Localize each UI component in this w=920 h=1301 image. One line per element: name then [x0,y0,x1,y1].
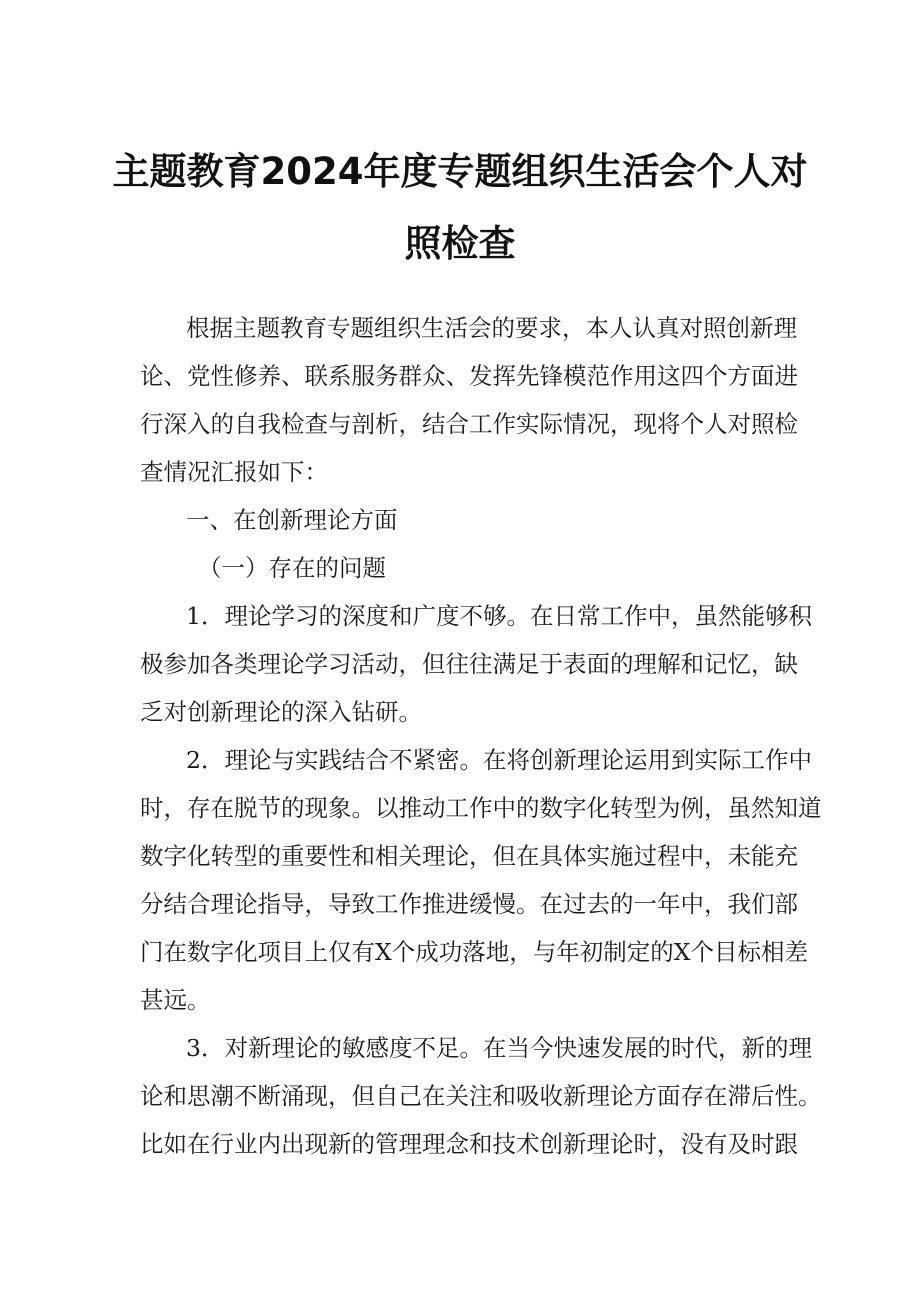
item-1-line-3: 乏对创新理论的深入钻研。 [140,698,422,726]
document-title-line-1: 主题教育2024年度专题组织生活会个人对 [112,150,808,193]
item-3-line-3: 比如在行业内出现新的管理理念和技术创新理论时，没有及时跟 [140,1130,798,1158]
intro-line-3: 行深入的自我检查与剖析，结合工作实际情况，现将个人对照检 [140,410,798,438]
item-3-line-2: 论和思潮不断涌现，但自己在关注和吸收新理论方面存在滞后性。 [140,1082,822,1110]
item-3-line-1: 3．对新理论的敏感度不足。在当今快速发展的时代，新的理 [186,1034,812,1062]
item-2-line-3: 数字化转型的重要性和相关理论，但在具体实施过程中，未能充 [140,842,798,870]
item-2-line-5: 门在数字化项目上仅有X个成功落地，与年初制定的X个目标相差 [140,938,808,966]
section-heading: 一、在创新理论方面 [186,506,398,534]
intro-line-2: 论、党性修养、联系服务群众、发挥先锋模范作用这四个方面进 [140,362,798,390]
item-2-line-4: 分结合理论指导，导致工作推进缓慢。在过去的一年中，我们部 [140,890,798,918]
document-title-line-2: 照检查 [404,222,516,265]
intro-line-4: 查情况汇报如下： [140,458,328,486]
intro-line-1: 根据主题教育专题组织生活会的要求，本人认真对照创新理 [186,314,797,342]
item-2-line-1: 2．理论与实践结合不紧密。在将创新理论运用到实际工作中 [186,746,812,774]
item-1-line-1: 1．理论学习的深度和广度不够。在日常工作中，虽然能够积 [186,602,812,630]
item-1-line-2: 极参加各类理论学习活动，但往往满足于表面的理解和记忆，缺 [140,650,798,678]
item-2-line-2: 时，存在脱节的现象。以推动工作中的数字化转型为例，虽然知道 [140,794,822,822]
subsection-heading: （一）存在的问题 [198,554,386,582]
item-2-line-6: 甚远。 [140,986,211,1014]
